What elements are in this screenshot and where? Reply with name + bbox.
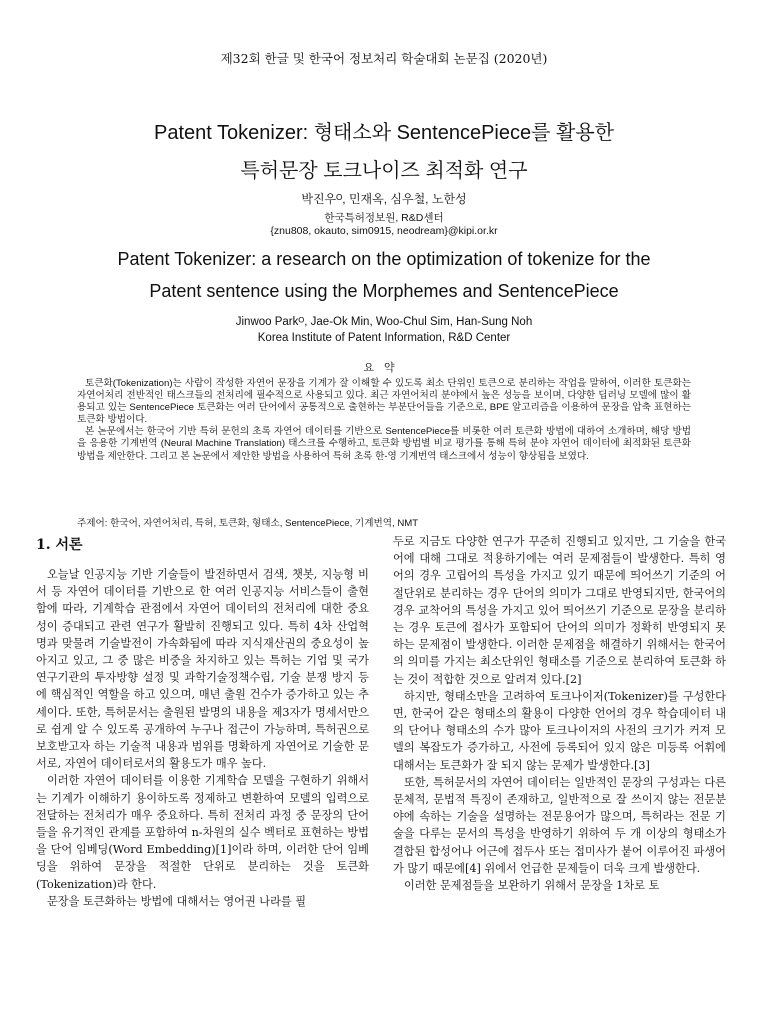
english-affiliation: Korea Institute of Patent Information, R&D Center (257, 332, 511, 344)
body-paragraph: 이러한 문제점들을 보완하기 위해서 문장을 1차로 토 (404, 879, 660, 893)
abstract (77, 378, 691, 463)
abstract-heading: 요약 (363, 362, 405, 374)
english-title (0, 243, 768, 307)
body-paragraph: 문장을 토큰화하는 방법에 대해서는 영어권 나라를 필 (47, 894, 307, 908)
author-emails: {znu808, okauto, sim0915, neodream}@kipi.or.kr (270, 225, 498, 237)
body-paragraph: 오늘날 인공지능 기반 기술들이 발전하면서 검색, 챗봇, 지능형 비서 등 자연어 데이터를 기반으로 한 여러 인공지능 서비스들이 출현함에 따라, 기계학습 관점에서 자연어 데이터의 전처리에 대한 중요성이 증대되고 관련 연구가 활발히 진행되고 있다. 특히 4차 산업혁명과 맞물려 기술발전이 가속화됨에 따라 지식재산권의 중요성이 높아지고 있고, 그 중 많은 비중을 차지하고 있는 특허는 기업 및 국가연구기관의 투자방향 설정 및 과학기술정책수립, 기술 분쟁 방지 등에 핵심적인 역할을 하고 있으며, 매년 출원 건수가 증가하고 있는 추세이다. 또한, 특허문서는 출원된 발명의 내용을 제3자가 명세서만으로 쉽게 알 수 있도록 공개하여 누구나 접근이 가능하며, 특허권으로 보호받고자 하는 기술적 내용과 범위를 명확하게 자연어로 기술한 문서로, 자연어 데이터로서의 활용도가 매우 높다. (36, 568, 369, 771)
body-paragraph: 또한, 특허문서의 자연어 데이터는 일반적인 문장의 구성과는 다른 문체적, 문법적 특징이 존재하고, 일반적으로 잘 쓰이지 않는 전문분야에 속하는 기술을 설명하는 전문용어가 많으며, 특허라는 전문 기술을 다루는 문서의 특성을 반영하기 위하여 두 개 이상의 형태소가 결합된 합성어나 어근에 접두사 또는 접미사가 붙어 이루어진 파생어가 많기 때문에[4] 위에서 언급한 문제들이 더욱 크게 발생한다. (393, 775, 726, 875)
body-paragraph: 이러한 자연어 데이터를 이용한 기계학습 모델을 구현하기 위해서는 기계가 이해하기 용이하도록 정제하고 변환하여 모델의 입력으로 전달하는 전처리가 매우 중요하다. 특히 전처리 과정 중 문장의 단어들을 유기적인 관계를 포함하여 n-차원의 실수 벡터로 표현하는 방법을 단어 임베딩(Word Embedding)[1]이라 하며, 이러한 단어 임베딩을 위하여 문장을 적절한 단위로 분리하는 것을 토큰화(Tokenization)라 한다. (36, 774, 369, 891)
abstract-paragraph-2: 본 논문에서는 한국어 기반 특허 문헌의 초록 자연어 데이터를 기반으로 SentencePiece를 비롯한 여러 토큰화 방법에 대하여 소개하며, 해당 방법을 응용한 기계번역 (Neural Machine Translation) 태스크를 수행하고, 토큰화 방법별 비교 평가를 통해 특허 분야 자연어 데이터에 최적화된 토큰화 방법을 제안한다. 그리고 본 논문에서 제안한 방법을 사용하여 특허 초록 한-영 기계번역 태스크에서 성능이 향상됨을 보였다. (77, 426, 691, 462)
proceedings-header: 제32회 한글 및 한국어 정보처리 학술대회 논문집 (2020년) (220, 51, 548, 66)
body-paragraph: 하지만, 형태소만을 고려하여 토크나이저(Tokenizer)를 구성한다면, 한국어 같은 형태소의 활용이 다양한 언어의 경우 학습데이터 내의 단어나 형태소의 수가 많아 토크나이저의 사전의 크기가 커져 모델의 복잡도가 증가하고, 사전에 등록되어 있지 않은 미등록 어휘에 대해서는 토큰화가 잘 되지 않는 문제가 발생한다.[3] (393, 689, 726, 772)
english-title-line-1: Patent Tokenizer: a research on the optimization of tokenize for the (117, 249, 651, 269)
korean-title (0, 114, 768, 190)
abstract-paragraph-1: 토큰화(Tokenization)는 사람이 작성한 자연어 문장을 기계가 잘 이해할 수 있도록 최소 단위인 토큰으로 분리하는 작업을 말하여, 이러한 토큰화는 자연어처리 전반적인 태스크들의 전처리에 필수적으로 사용되고 있다. 최근 자연어처리 분야에서 높은 성능을 보이며, 다양한 딥러닝 모델에 많이 활용되고 있는 SentencePiece 토큰화는 여러 단어에서 공통적으로 출현하는 부분단어들을 기준으로, BPE 알고리즘을 이용하여 문장을 압축 표현하는 토큰화 방법이다. (77, 378, 691, 426)
english-authors: Jinwoo Parkᴼ, Jae-Ok Min, Woo-Chul Sim, Han-Sung Noh (235, 316, 533, 328)
korean-title-line-1: Patent Tokenizer: 형태소와 SentencePiece를 활용한 (154, 122, 614, 144)
left-column (36, 536, 369, 910)
english-title-line-2: Patent sentence using the Morphemes and SentencePiece (149, 281, 619, 301)
korean-title-line-2: 특허문장 토크나이즈 최적화 연구 (240, 160, 528, 182)
keywords: 주제어: 한국어, 자연어처리, 특허, 토큰화, 형태소, SentencePiece, 기계번역, NMT (77, 518, 419, 529)
korean-authors: 박진우ᴼ, 민재옥, 심우철, 노한성 (301, 192, 467, 206)
section-heading-introduction: 1. 서론 (36, 537, 83, 553)
body-paragraph: 두로 지금도 다양한 연구가 꾸준히 진행되고 있지만, 그 기술을 한국어에 대해 그대로 적용하기에는 여러 문제점들이 발생한다. 특히 영어의 경우 고립어의 특성을 가지고 있기 때문에 띄어쓰기 기준의 어절단위로 분리하는 경우 단어의 의미가 그대로 반영되지만, 한국어의 경우 교착어의 특성을 가지고 있어 띄어쓰기 기준으로 문장을 분리하는 경우 토큰에 접사가 포함되어 단어의 의미가 정확히 반영되지 못하는 문제점이 발생한다. 이러한 문제점을 해결하기 위해서는 한국어의 의미를 가지는 최소단위인 형태소를 기준으로 분리하여 토큰화 하는 것이 적합한 것으로 알려져 있다.[2] (393, 535, 726, 686)
korean-affiliation: 한국특허정보원, R&D센터 (324, 212, 444, 224)
right-column (393, 533, 726, 894)
